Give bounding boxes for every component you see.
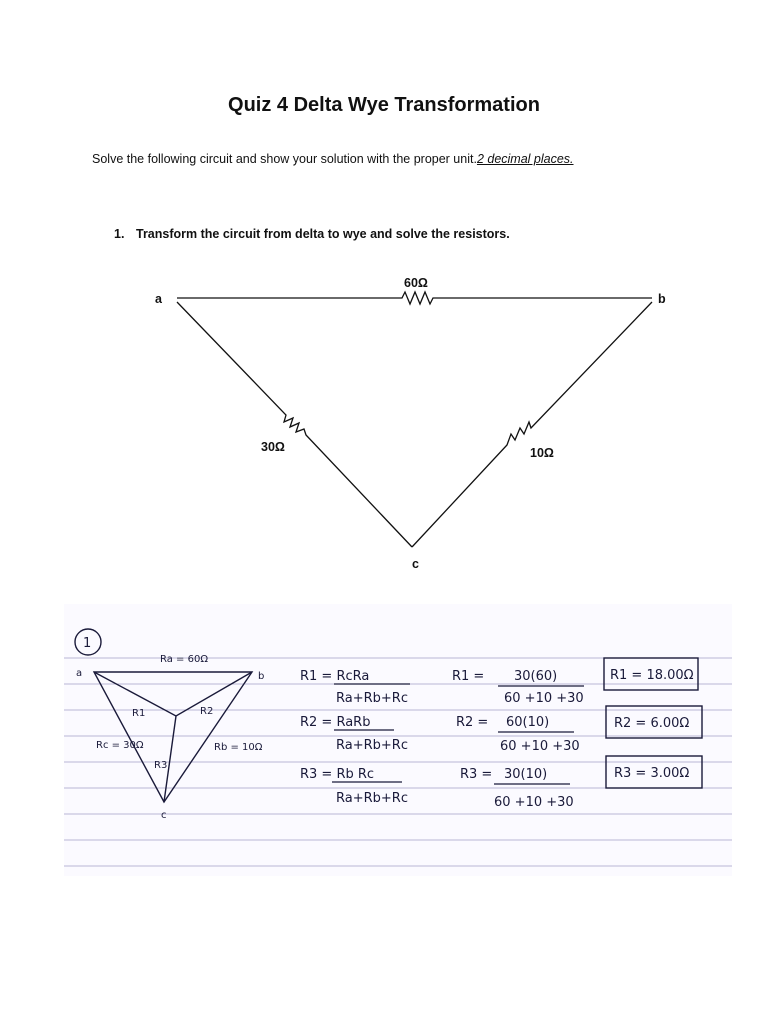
row2-sub-label: R2 = xyxy=(456,715,489,730)
wire-left xyxy=(177,302,412,547)
row1-result: R1 = 18.00Ω xyxy=(610,668,694,683)
resistor-left-label: 30Ω xyxy=(261,440,285,454)
wire-right xyxy=(412,302,652,547)
row1-sub-den: 60 +10 +30 xyxy=(504,691,584,706)
wye-sketch xyxy=(94,672,252,802)
sketch-r1-label: R1 xyxy=(132,708,146,719)
row3-sub-label: R3 = xyxy=(460,767,493,782)
row1-formula-num: R1 = RcRa xyxy=(300,669,370,684)
sketch-ra-label: Ra = 60Ω xyxy=(160,654,208,665)
sketch-rc-label: Rc = 30Ω xyxy=(96,740,144,751)
wire-top xyxy=(177,292,652,304)
instructions-text: Solve the following circuit and show your solution with the proper unit. xyxy=(92,152,477,166)
node-c-label: c xyxy=(412,557,419,571)
node-a-label: a xyxy=(155,292,162,306)
solution-svg xyxy=(64,604,732,876)
sketch-node-b: b xyxy=(258,671,265,682)
question-text: Transform the circuit from delta to wye and solve the resistors. xyxy=(136,227,510,241)
resistor-top-label: 60Ω xyxy=(404,276,428,290)
row3-formula-den: Ra+Rb+Rc xyxy=(336,791,408,806)
sketch-node-c: c xyxy=(161,810,167,821)
row2-sub-num: 60(10) xyxy=(506,715,550,730)
sketch-r2-label: R2 xyxy=(200,706,214,717)
row3-sub-den: 60 +10 +30 xyxy=(494,795,574,810)
row3-result: R3 = 3.00Ω xyxy=(614,766,690,781)
question-number: 1. xyxy=(114,227,125,241)
row1-sub-label: R1 = xyxy=(452,669,485,684)
resistor-right-label: 10Ω xyxy=(530,446,554,460)
row2-sub-den: 60 +10 +30 xyxy=(500,739,580,754)
row1-formula-den: Ra+Rb+Rc xyxy=(336,691,408,706)
row3-sub-num: 30(10) xyxy=(504,767,548,782)
row2-formula-num: R2 = RaRb xyxy=(300,715,371,730)
sketch-node-a: a xyxy=(76,668,83,679)
node-b-label: b xyxy=(658,292,666,306)
sketch-rb-label: Rb = 10Ω xyxy=(214,742,263,753)
circled-number: 1 xyxy=(83,636,92,651)
row3-formula-num: R3 = Rb Rc xyxy=(300,767,375,782)
page-title: Quiz 4 Delta Wye Transformation xyxy=(228,94,540,116)
sketch-r3-label: R3 xyxy=(154,760,168,771)
instructions-underlined: 2 decimal places. xyxy=(476,152,574,166)
row2-result: R2 = 6.00Ω xyxy=(614,716,690,731)
row2-formula-den: Ra+Rb+Rc xyxy=(336,738,408,753)
row1-sub-num: 30(60) xyxy=(514,669,558,684)
handwritten-solution xyxy=(64,604,732,876)
